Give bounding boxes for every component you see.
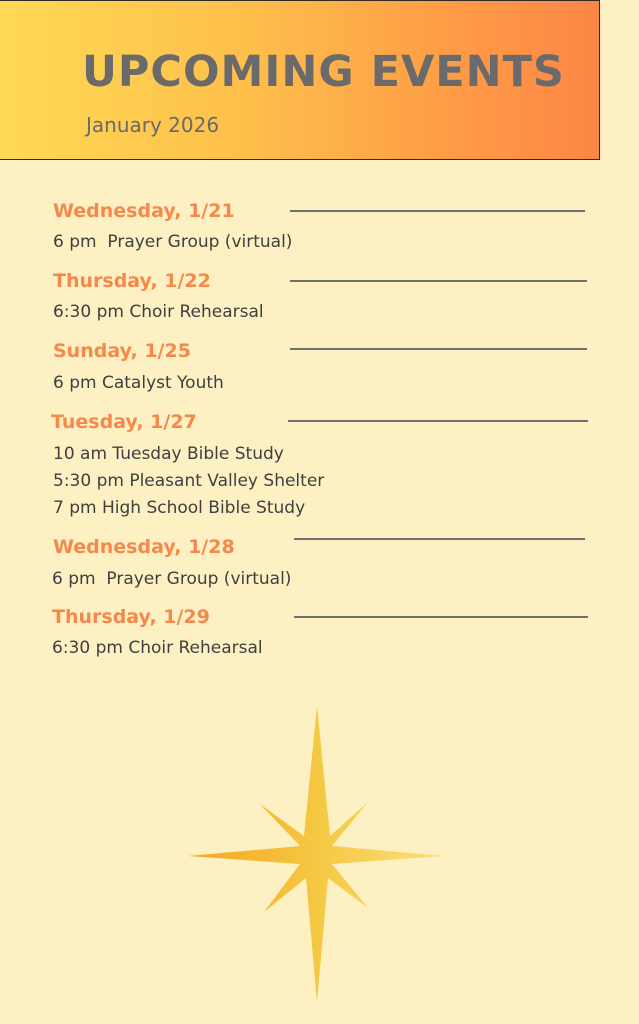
event-date: Thursday, 1/22 bbox=[53, 270, 211, 292]
event-date: Sunday, 1/25 bbox=[53, 340, 191, 362]
event-date: Wednesday, 1/21 bbox=[53, 200, 235, 222]
event-date: Thursday, 1/29 bbox=[52, 606, 210, 628]
divider-line bbox=[290, 348, 587, 350]
event-date: Tuesday, 1/27 bbox=[51, 411, 197, 433]
divider-line bbox=[288, 420, 588, 422]
divider-line bbox=[294, 616, 588, 618]
event-item: 6:30 pm Choir Rehearsal bbox=[53, 302, 264, 322]
event-item: 6:30 pm Choir Rehearsal bbox=[52, 638, 263, 658]
page-subtitle: January 2026 bbox=[86, 113, 220, 137]
divider-line bbox=[294, 538, 585, 540]
event-item: 6 pm Prayer Group (virtual) bbox=[53, 232, 293, 252]
star-icon bbox=[188, 706, 444, 1002]
event-item: 6 pm Prayer Group (virtual) bbox=[52, 569, 292, 589]
event-item: 5:30 pm Pleasant Valley Shelter bbox=[53, 471, 325, 491]
event-item: 6 pm Catalyst Youth bbox=[53, 373, 224, 393]
divider-line bbox=[290, 280, 587, 282]
event-item: 7 pm High School Bible Study bbox=[53, 498, 306, 518]
page-title: UPCOMING EVENTS bbox=[82, 47, 565, 97]
event-item: 10 am Tuesday Bible Study bbox=[53, 444, 284, 464]
divider-line bbox=[290, 210, 585, 212]
event-date: Wednesday, 1/28 bbox=[53, 536, 235, 558]
